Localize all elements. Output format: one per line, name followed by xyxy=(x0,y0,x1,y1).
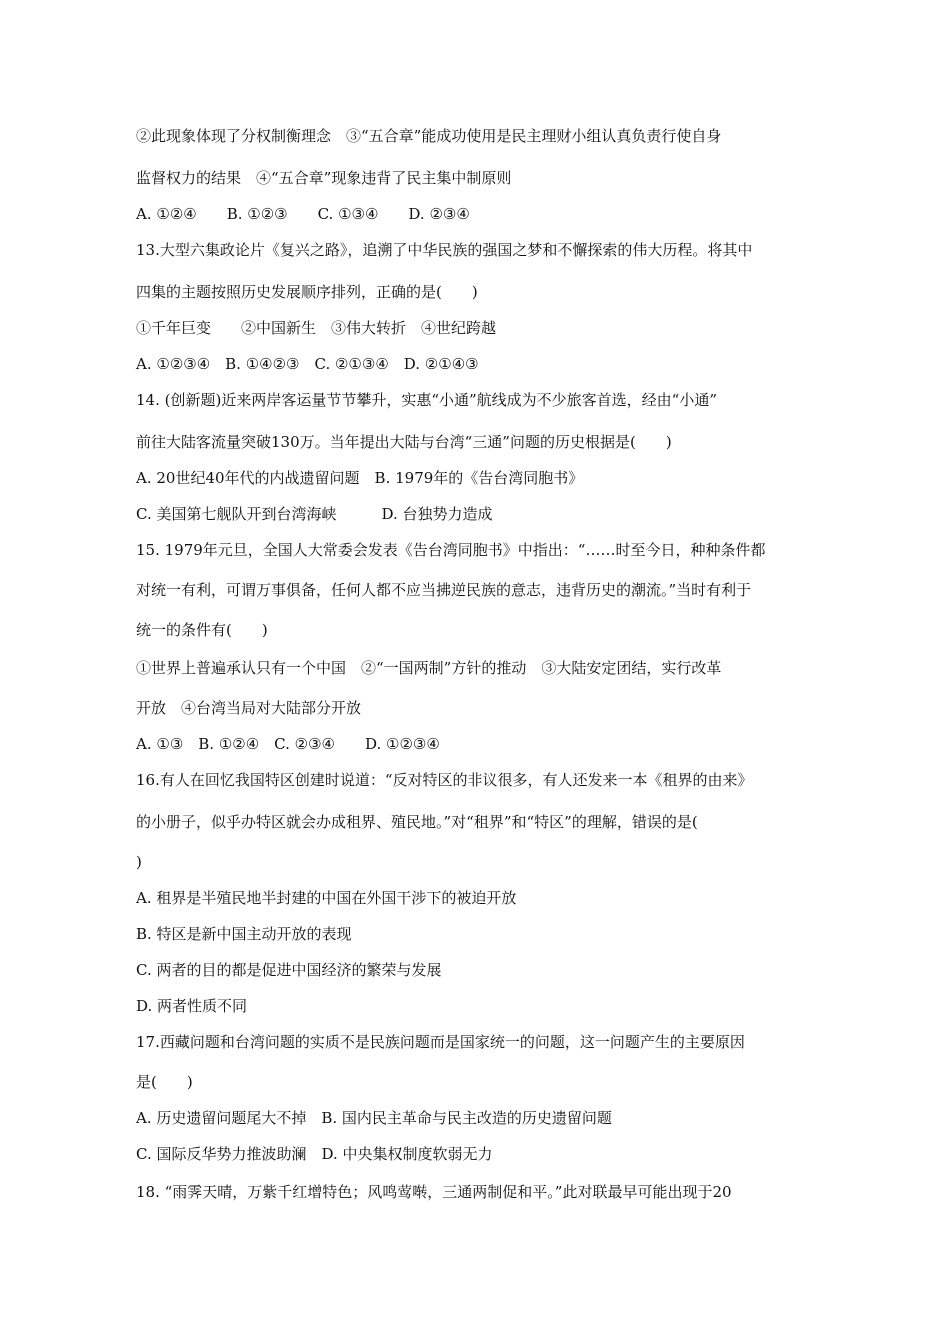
question-15-stem: 15. 1979年元旦，全国人大常委会发表《告台湾同胞书》中指出：“……时至今日，种种条件都 xyxy=(136,541,766,559)
question-13-stem: 13.大型六集政论片《复兴之路》，追溯了中华民族的强国之梦和不懈探索的伟大历程。将其中 xyxy=(136,241,753,259)
question-16-stem: 16.有人在回忆我国特区创建时说道：“反对特区的非议很多，有人还发来一本《租界的由来》 xyxy=(136,771,753,789)
question-17-stem: 是( ) xyxy=(136,1073,193,1091)
question-17-answers: A. 历史遗留问题尾大不掉 B. 国内民主革命与民主改造的历史遗留问题 xyxy=(136,1109,612,1127)
question-17-answers: C. 国际反华势力推波助澜 D. 中央集权制度软弱无力 xyxy=(136,1145,493,1163)
question-13-stem: 四集的主题按照历史发展顺序排列，正确的是( ) xyxy=(136,283,478,301)
question-15-stem: 对统一有利，可谓万事俱备，任何人都不应当拂逆民族的意志，违背历史的潮流。”当时有利于 xyxy=(136,581,752,599)
question-13-items: ①千年巨变 ②中国新生 ③伟大转折 ④世纪跨越 xyxy=(136,319,497,337)
question-17-stem: 17.西藏问题和台湾问题的实质不是民族问题而是国家统一的问题，这一问题产生的主要原因 xyxy=(136,1033,745,1051)
question-14-stem: 前往大陆客流量突破130万。当年提出大陆与台湾“三通”问题的历史根据是( ) xyxy=(136,433,672,451)
question-16-option-d: D. 两者性质不同 xyxy=(136,997,248,1015)
question-16-stem: ) xyxy=(136,853,142,871)
question-15-items: 开放 ④台湾当局对大陆部分开放 xyxy=(136,699,362,717)
question-15-stem: 统一的条件有( ) xyxy=(136,621,268,639)
question-12-option-text: 监督权力的结果 ④“五合章”现象违背了民主集中制原则 xyxy=(136,169,512,187)
question-14-answers: C. 美国第七舰队开到台湾海峡 D. 台独势力造成 xyxy=(136,505,493,523)
question-16-option-c: C. 两者的目的都是促进中国经济的繁荣与发展 xyxy=(136,961,442,979)
question-13-answers: A. ①②③④ B. ①④②③ C. ②①③④ D. ②①④③ xyxy=(136,355,479,373)
question-18-stem: 18. “雨霁天晴，万紫千红增特色；风鸣莺啭，三通两制促和平。”此对联最早可能出现于20 xyxy=(136,1183,732,1201)
question-16-stem: 的小册子，似乎办特区就会办成租界、殖民地。”对“租界”和“特区”的理解，错误的是( xyxy=(136,813,698,831)
question-12-option-text: ②此现象体现了分权制衡理念 ③“五合章”能成功使用是民主理财小组认真负责行使自身 xyxy=(136,127,722,145)
question-12-answers: A. ①②④ B. ①②③ C. ①③④ D. ②③④ xyxy=(136,205,470,223)
question-14-answers: A. 20世纪40年代的内战遗留问题 B. 1979年的《告台湾同胞书》 xyxy=(136,469,584,487)
question-15-answers: A. ①③ B. ①②④ C. ②③④ D. ①②③④ xyxy=(136,735,440,753)
question-16-option-b: B. 特区是新中国主动开放的表现 xyxy=(136,925,352,943)
question-14-stem: 14. (创新题)近来两岸客运量节节攀升，实惠“小通”航线成为不少旅客首选，经由“小通” xyxy=(136,391,718,409)
question-15-items: ①世界上普遍承认只有一个中国 ②“一国两制”方针的推动 ③大陆安定团结，实行改革 xyxy=(136,659,722,677)
question-16-option-a: A. 租界是半殖民地半封建的中国在外国干涉下的被迫开放 xyxy=(136,889,517,907)
